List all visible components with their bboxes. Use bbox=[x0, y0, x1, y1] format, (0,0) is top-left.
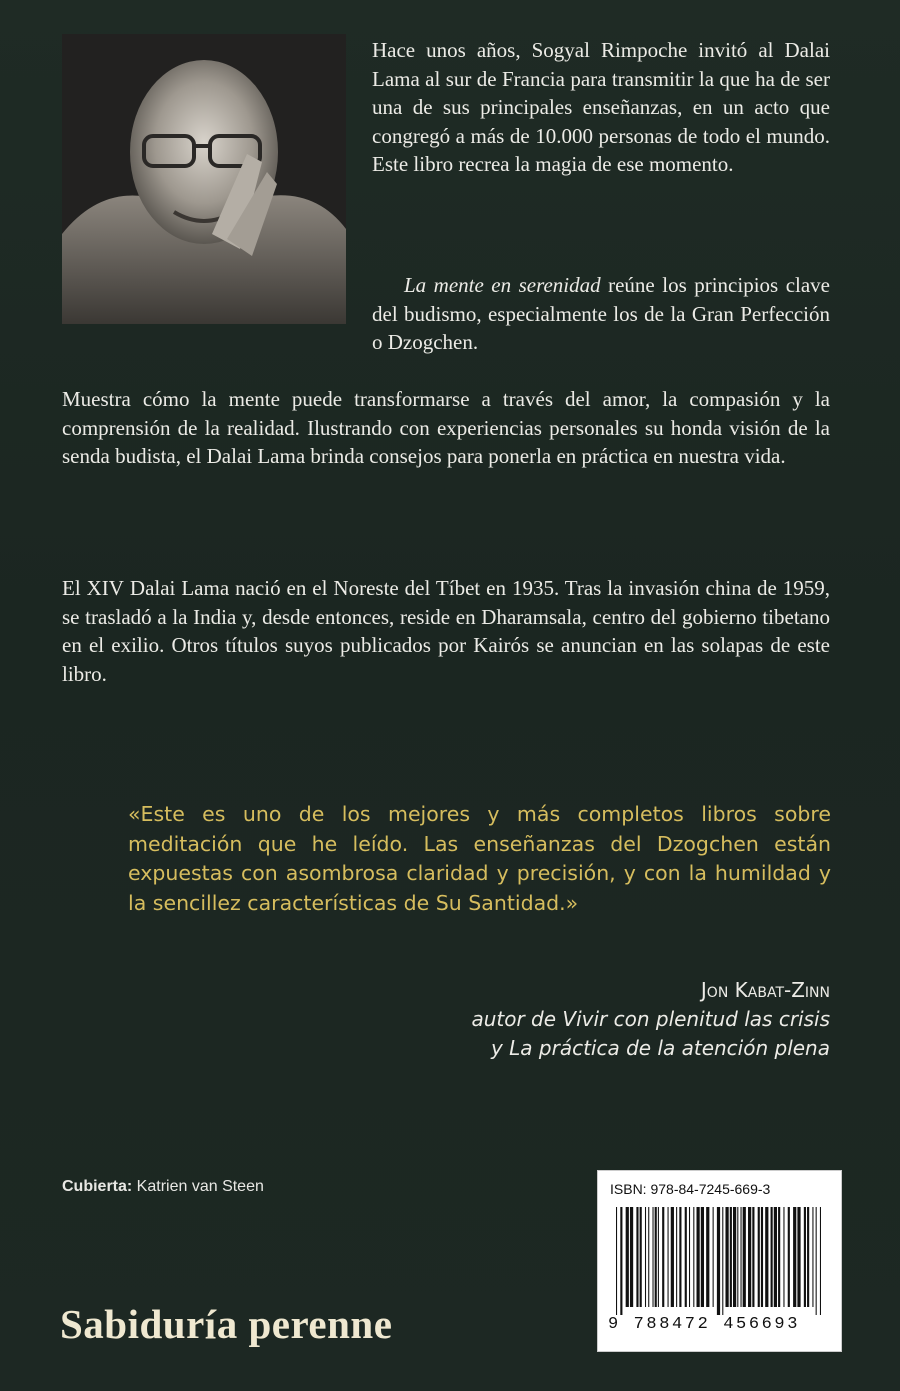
barcode-bar bbox=[685, 1207, 687, 1307]
barcode-bar bbox=[748, 1207, 751, 1307]
barcode-bar bbox=[752, 1207, 754, 1307]
barcode-bar bbox=[758, 1207, 760, 1307]
barcode-bar bbox=[774, 1207, 777, 1307]
barcode-icon bbox=[612, 1207, 827, 1315]
barcode-bar bbox=[778, 1207, 780, 1307]
barcode-bar bbox=[645, 1207, 646, 1307]
barcode-bar bbox=[737, 1207, 738, 1307]
isbn-label: ISBN: 978-84-7245-669-3 bbox=[610, 1181, 771, 1197]
barcode-bar bbox=[676, 1207, 677, 1307]
synopsis-paragraph-2 bbox=[372, 271, 830, 357]
barcode-bar bbox=[812, 1207, 813, 1307]
barcode-bar bbox=[722, 1207, 723, 1315]
barcode-bar bbox=[793, 1207, 796, 1307]
barcode-bar bbox=[717, 1207, 720, 1315]
author-bio-numeral: XIV bbox=[86, 576, 124, 600]
barcode-bar bbox=[743, 1207, 746, 1307]
monk-portrait-photo-icon bbox=[62, 34, 346, 324]
barcode-bar bbox=[797, 1207, 800, 1307]
barcode-bar bbox=[620, 1207, 622, 1315]
endorser-credit-prefix-2: y bbox=[490, 1036, 510, 1060]
endorser-credit-line-2 bbox=[230, 1034, 830, 1063]
barcode-bar bbox=[701, 1207, 704, 1307]
barcode-bar bbox=[804, 1207, 806, 1307]
barcode-bar bbox=[693, 1207, 694, 1307]
endorser-credit-prefix-1: autor de bbox=[471, 1007, 563, 1031]
barcode-bar bbox=[630, 1207, 633, 1307]
endorsement-attribution bbox=[230, 976, 830, 1063]
author-bio bbox=[62, 574, 830, 688]
barcode-bar bbox=[733, 1207, 736, 1307]
synopsis-paragraph-1: Hace unos años, Sogyal Rimpoche invitó al Dalai Lama al sur de Francia para transmitir la que ha de ser una de sus principales enseñanzas, en un acto que congregó a más de 10.000 personas de todo el mundo. Este libro recrea la magia de ese momento. bbox=[372, 38, 830, 176]
synopsis-paragraph-3: Muestra cómo la mente puede transformarse a través del amor, la compasión y la comprensión de la realidad. Ilustrando con experiencias personales su honda visión de la senda budista, el Dalai Lama brinda consejos para ponerla en práctica en nuestra vida. bbox=[62, 387, 830, 468]
barcode-bar bbox=[671, 1207, 674, 1307]
barcode-bar bbox=[816, 1207, 817, 1315]
barcode-bar bbox=[658, 1207, 659, 1307]
barcode-bar bbox=[648, 1207, 649, 1307]
endorser-credit-line-1 bbox=[230, 1005, 830, 1034]
barcode-bar bbox=[788, 1207, 790, 1307]
cover-credit bbox=[62, 1178, 264, 1196]
barcode-bar bbox=[807, 1207, 809, 1307]
barcode-bar bbox=[626, 1207, 629, 1307]
barcode-bar bbox=[706, 1207, 709, 1307]
barcode-bar bbox=[761, 1207, 763, 1307]
endorsement-quote: «Este es uno de los mejores y más completos libros sobre meditación que he leído. Las enseñanzas del Dzogchen están expuestas con asombrosa claridad y precisión, y con la humildad y la sencillez características de Su Santidad.» bbox=[128, 802, 831, 915]
barcode-bar bbox=[662, 1207, 664, 1307]
barcode-bar bbox=[697, 1207, 700, 1307]
barcode-bar bbox=[640, 1207, 642, 1307]
endorser-name: Jon Kabat-Zinn bbox=[700, 978, 830, 1002]
barcode-bar bbox=[730, 1207, 732, 1307]
author-bio-start: El bbox=[62, 576, 87, 600]
barcode-bar bbox=[765, 1207, 768, 1307]
author-photo bbox=[62, 34, 346, 324]
barcode-bar bbox=[725, 1207, 728, 1307]
ean-digits: 9 788472 456693 bbox=[608, 1315, 801, 1334]
cover-credit-label: Cubierta: bbox=[62, 1178, 133, 1195]
collection-name: Sabiduría perenne bbox=[60, 1301, 393, 1347]
book-title-inline: La mente en serenidad bbox=[404, 273, 601, 297]
barcode-bar bbox=[741, 1207, 742, 1307]
barcode-bar bbox=[616, 1207, 617, 1315]
barcode-bar bbox=[713, 1207, 714, 1307]
synopsis-paragraph-2-text: reúne los principios clave del budismo, especialmente los de la Gran Perfección o Dzogchen. bbox=[372, 273, 830, 354]
barcode-bar bbox=[689, 1207, 690, 1307]
barcode-bar bbox=[820, 1207, 821, 1315]
barcode-bar bbox=[655, 1207, 657, 1307]
cover-credit-value: Katrien van Steen bbox=[132, 1178, 264, 1195]
barcode-bar bbox=[668, 1207, 669, 1307]
barcode-bar bbox=[636, 1207, 638, 1307]
author-bio-text: Dalai Lama nació en el Noreste del Tíbet en 1935. Tras la invasión china de 1959, se trasladó a la India y, desde entonces, reside en Dharamsala, centro del gobierno tibetano en el exilio. Otros títulos suyos publicados por Kairós se anuncian en las solapas de este libro. bbox=[62, 576, 830, 686]
barcode-bar bbox=[652, 1207, 653, 1307]
endorser-book-title-2: La práctica de la atención plena bbox=[509, 1036, 830, 1060]
endorser-book-title-1: Vivir con plenitud las crisis bbox=[562, 1007, 830, 1031]
barcode-bar bbox=[783, 1207, 784, 1307]
barcode-box bbox=[597, 1170, 842, 1352]
barcode-bar bbox=[771, 1207, 773, 1307]
barcode-bar bbox=[679, 1207, 681, 1307]
